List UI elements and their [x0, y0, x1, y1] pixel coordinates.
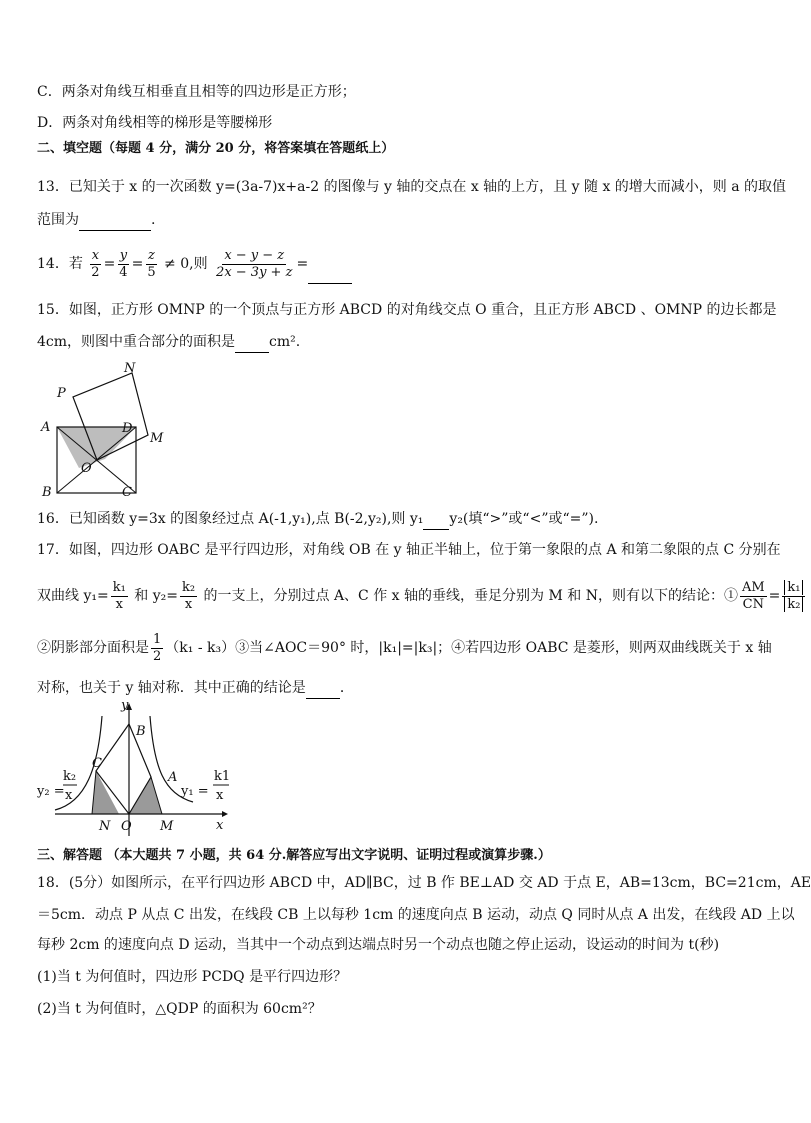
label-k2: k₂: [63, 769, 77, 784]
q15-figure: [36, 360, 176, 500]
label-D: D: [122, 421, 133, 436]
q18-line3: 每秒 2cm 的速度向点 D 运动，当其中一个动点到达端点时另一个动点也随之停止运动，设运动的时间为 t(秒): [37, 937, 720, 953]
q17-frac-am-cn: $\frac{AM}{CN}$: [741, 579, 765, 612]
q17-ask: 对称，也关于 y 轴对称．其中正确的结论是: [37, 680, 306, 696]
q15-answer-blank[interactable]: [235, 336, 269, 353]
q17-eq: =: [768, 588, 781, 604]
q14-answer-blank[interactable]: [308, 267, 352, 284]
q17-figure: [36, 698, 236, 840]
q17-line4: [37, 677, 757, 699]
q17-c2: ②阴影部分面积是: [37, 640, 149, 656]
label-M: M: [150, 431, 164, 446]
q17-line1: 17．如图，四边形 OABC 是平行四边形，对角线 OB 在 y 轴正半轴上，位于第一象限的点 A 和第二象限的点 C 分别在: [37, 542, 781, 558]
label-x-den-1: x: [216, 788, 224, 803]
label-y: y: [121, 698, 129, 713]
q16-answer-blank[interactable]: [423, 513, 449, 530]
shaded-triangle-left: [92, 771, 119, 814]
option-d: D．两条对角线相等的梯形是等腰梯形: [37, 115, 273, 131]
q14-frac-z5: $\frac{z}{5}$: [147, 247, 156, 280]
section-3-heading: 三、解答题 （本大题共 7 小题，共 64 分.解答应写出文字说明、证明过程或演算步骤.）: [37, 848, 551, 863]
q13-end: .: [151, 212, 156, 228]
q18-part1: (1)当 t 为何值时，四边形 PCDQ 是平行四边形？: [37, 969, 348, 985]
q17-conclusions-lead: 的一支上，分别过点 A、C 作 x 轴的垂线，垂足分别为 M 和 N，则有以下的结论：①: [203, 588, 738, 604]
q18-part2: (2)当 t 为何值时，△QDP 的面积为 60cm²？: [37, 1001, 322, 1017]
label-M: M: [160, 819, 174, 834]
q17-line3: [37, 628, 772, 668]
q15-line2: [37, 331, 757, 353]
label-A: A: [168, 770, 178, 785]
q14-neq: ≠ 0,则: [164, 256, 208, 272]
label-B: B: [42, 485, 52, 500]
q17-line2: [37, 576, 801, 616]
q13-line1: 13．已知关于 x 的一次函数 y=(3a-7)x+a-2 的图像与 y 轴的交点在 x 轴的上方，且 y 随 x 的增大而减小，则 a 的取值: [37, 179, 787, 195]
q13-line2: [37, 209, 757, 231]
section-2-heading: 二、填空题（每题 4 分，满分 20 分，将答案填在答题纸上）: [37, 141, 395, 156]
q17-y1: 双曲线 y₁=: [37, 588, 109, 604]
label-P: P: [57, 386, 66, 401]
label-x: x: [216, 818, 224, 833]
shaded-triangle-right: [129, 777, 162, 814]
q17-y2: 和 y₂=: [134, 588, 178, 604]
q15-unit: cm².: [269, 334, 301, 350]
q17-frac-k1x: $\frac{\text{k₁}}{x}$: [112, 579, 126, 612]
q16: [37, 508, 757, 530]
q14: 14．若 $\frac{x}{2}$ = $\frac{y}{4}$ = $\frac{z}{5}$ ≠ 0,则 $\frac{x - y - z}{2x - 3y + z}$ =: [37, 244, 757, 284]
q16-tail: y₂(填“>”或“<”或“=”).: [449, 511, 599, 527]
q14-lead: 14．若: [37, 256, 83, 272]
label-N: N: [99, 819, 111, 834]
label-O: O: [81, 461, 92, 476]
q14-frac-x2: $\frac{x}{2}$: [91, 247, 100, 280]
label-x-den-2: x: [65, 788, 73, 803]
q14-frac-y4: $\frac{y}{4}$: [119, 247, 128, 280]
q17-c3-c4: （k₁ - k₃）③当∠AOC＝90° 时，|k₁|=|k₃|；④若四边形 OABC 是菱形，则两双曲线既关于 x 轴: [165, 640, 772, 656]
label-y1-eq: y₁ =: [181, 784, 209, 799]
q15-text: 4cm，则图中重合部分的面积是: [37, 334, 236, 350]
q17-frac-half: $\frac{1}{2}$: [153, 631, 162, 664]
label-A: A: [41, 420, 51, 435]
label-B: B: [136, 724, 146, 739]
label-y2-eq: y₂ =: [37, 784, 65, 799]
q17-answer-blank[interactable]: [306, 682, 340, 699]
q18-line2: ＝5cm．动点 P 从点 C 出发，在线段 CB 上以每秒 1cm 的速度向点 B 运动，动点 Q 同时从点 A 出发，在线段 AD 上以: [37, 907, 795, 923]
label-C: C: [92, 756, 102, 771]
q17-frac-k2x: $\frac{\text{k₂}}{x}$: [181, 579, 196, 612]
q17-end: ．: [339, 680, 354, 696]
label-O: O: [121, 819, 132, 834]
q13-answer-blank[interactable]: [79, 214, 151, 231]
label-N: N: [124, 361, 136, 376]
label-C: C: [122, 485, 132, 500]
q14-eq: =: [296, 256, 309, 272]
q16-text: 16．已知函数 y=3x 的图象经过点 A(-1,y₁),点 B(-2,y₂),则 y₁: [37, 511, 424, 527]
q17-frac-abs: $\frac{\text{k₁}}{\text{k₂}}$: [782, 580, 805, 613]
q15-line1: 15．如图，正方形 OMNP 的一个顶点与正方形 ABCD 的对角线交点 O 重合，且正方形 ABCD 、OMNP 的边长都是: [37, 302, 777, 318]
q13-range-label: 范围为: [37, 212, 79, 228]
option-c: C．两条对角线互相垂直且相等的四边形是正方形；: [37, 84, 356, 100]
q18-line1: 18．(5分）如图所示，在平行四边形 ABCD 中，AD∥BC，过 B 作 BE⊥AD 交 AD 于点 E，AB=13cm，BC=21cm，AE: [37, 875, 811, 891]
q14-main-frac: $\frac{x - y - z}{2x - 3y + z}$: [216, 247, 293, 280]
label-k1: k1: [214, 769, 231, 784]
x-axis-arrow: [222, 811, 228, 817]
